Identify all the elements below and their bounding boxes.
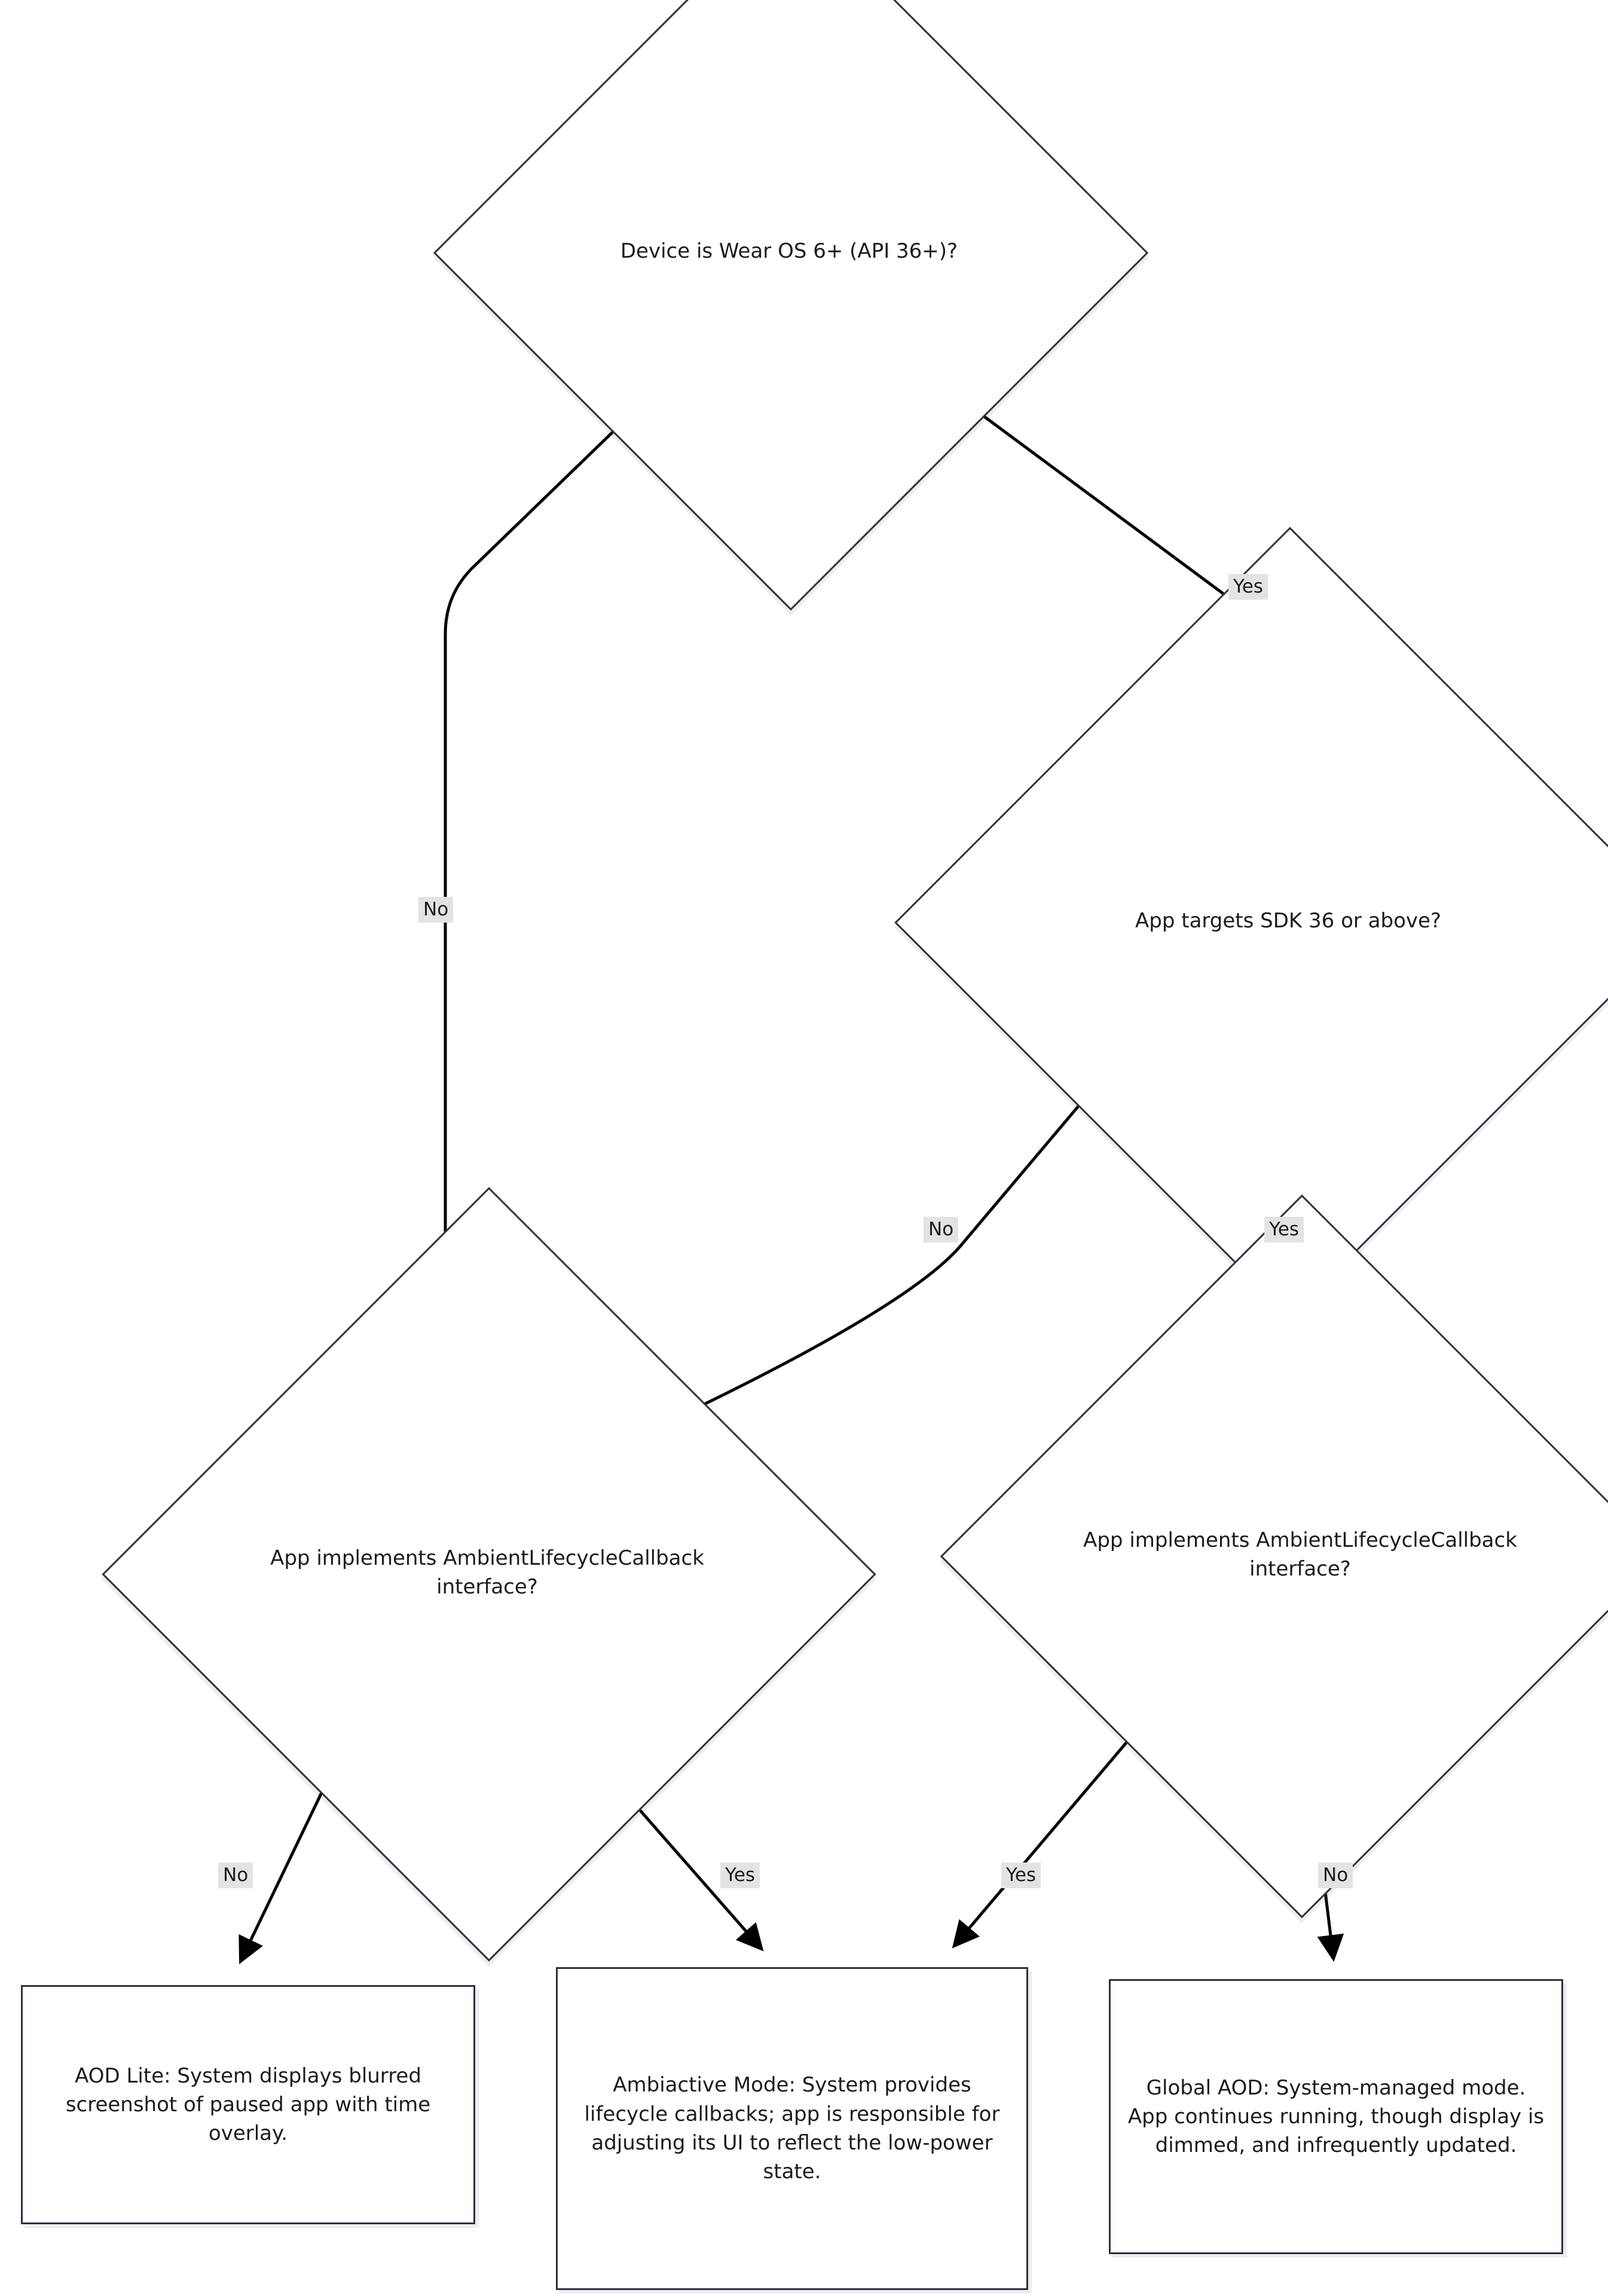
outcome-node-aod-lite[interactable]	[21, 1985, 475, 2224]
node-label: Ambiactive Mode: System provides lifecycle callbacks; app is responsible for adjusting its UI to reflect the low-power state.	[584, 2073, 1000, 2184]
edge-label-n4-yes: Yes	[1001, 1863, 1041, 1888]
edge-label-n3-yes: Yes	[720, 1863, 760, 1888]
outcome-node-ambiactive-mode[interactable]	[556, 1967, 1028, 2290]
outcome-node-global-aod[interactable]	[1109, 1979, 1563, 2254]
edge-label-n4-no: No	[1318, 1863, 1353, 1888]
node-label: Device is Wear OS 6+ (API 36+)?	[620, 239, 958, 263]
decision-node-ambient-callback-left[interactable]	[215, 1300, 759, 1845]
diamond-shape	[433, 0, 1148, 610]
node-label: Global AOD: System-managed mode. App continues running, though display is dimmed, and infrequently updated.	[1127, 2075, 1545, 2158]
edge-label-n1-yes: Yes	[1228, 574, 1268, 600]
edge-label-n2-no: No	[924, 1217, 958, 1242]
node-label: AOD Lite: System displays blurred screenshot of paused app with time overlay.	[65, 2063, 431, 2146]
edge-label-n3-no: No	[218, 1863, 253, 1888]
decision-node-ambient-callback-right[interactable]	[1046, 1300, 1554, 1809]
edge-label-n1-no: No	[418, 897, 453, 923]
node-label: App targets SDK 36 or above?	[1135, 908, 1441, 933]
edge-n1-no-n3	[445, 389, 658, 1274]
node-label: App implements AmbientLifecycleCallback interface?	[1083, 1528, 1517, 1581]
node-label: App implements AmbientLifecycleCallback interface?	[270, 1546, 704, 1599]
decision-node-device-wear-os[interactable]	[538, 0, 1040, 502]
edge-label-n2-yes: Yes	[1264, 1217, 1304, 1242]
decision-node-target-sdk[interactable]	[1010, 643, 1566, 1199]
